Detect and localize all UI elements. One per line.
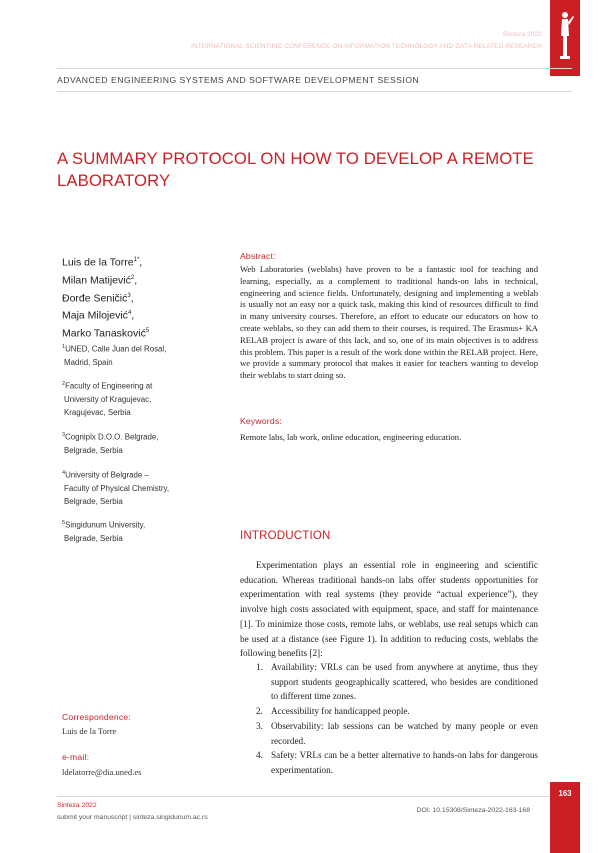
paper-title-line: A SUMMARY PROTOCOL ON HOW TO DEVELOP A REMOTE bbox=[57, 149, 534, 168]
author-item: Luis de la Torre$^{1*}$, bbox=[62, 256, 143, 269]
affiliation-1: $^1$UNED, Calle Juan del Rosal, Madrid, Spain bbox=[62, 344, 167, 367]
paper-title bbox=[57, 148, 547, 192]
introduction-paragraph: Experimentation plays an essential role in engineering and scientific education. Whereas traditional hands-on labs offer students opportunities for experimentation with real systems (they provide “actual experience”), they involve high costs associated with equipment, space, and staff for maintenance [1]. To minimize those costs, remote labs, or weblabs, use real setups which can be used at a distance (see Figure 1). In addition to reducing costs, weblabs the following benefits [2]: bbox=[240, 560, 538, 659]
list-item: 1. Availability: VRLs can be used from anywhere at anytime, thus they support students geographically scattered, who besides are conditioned to different time zones. bbox=[256, 662, 538, 702]
email-link[interactable]: ldelatorre@dia.uned.es bbox=[62, 767, 142, 777]
introduction-heading: INTRODUCTION bbox=[240, 530, 331, 542]
author-item: Đorđe Seničić$^3$, bbox=[62, 292, 134, 305]
list-item: 3. Observability: lab sessions can be watched by many people or even recorded. bbox=[256, 720, 538, 746]
page-number: 163 bbox=[558, 789, 572, 798]
footer-divider bbox=[57, 796, 572, 797]
list-item: 4. Safety: VRLs can be a better alternative to hands-on labs for dangerous experimentation. bbox=[256, 750, 538, 775]
correspondence-label: Correspondence: bbox=[62, 712, 131, 722]
affiliation-4: $^4$University of Belgrade – Faculty of Physical Chemistry, Belgrade, Serbia bbox=[62, 470, 170, 506]
correspondence-name: Luis de la Torre bbox=[62, 726, 117, 736]
abstract-text: Web Laboratories (weblabs) have proven to be a fantastic tool for teaching and learning, especially, as a complement to traditional hands-on labs in technical, engineering and science fields. Unfortunately, designing and implementing a weblab is usually not an easy nor a quick task, making this kind of resources difficult to find in many university courses. Therefore, an effort to educate our educators on how to create weblabs, so they can add them to their courses, is required. The Erasmus+ KA RELAB project is aware of this lack, and so, one of its main objectives is to address this problem. This paper is a result of the work done within the RELAB project. Here, we provide a summary protocol that makes it easier for teachers wanting to develop their weblabs to start doing so. bbox=[240, 264, 538, 381]
sinteza-logo-icon bbox=[555, 6, 575, 68]
session-title: ADVANCED ENGINEERING SYSTEMS AND SOFTWARE DEVELOPMENT SESSION bbox=[57, 75, 420, 85]
benefits-list bbox=[240, 660, 538, 778]
paper-title-line: LABORATORY bbox=[57, 171, 171, 190]
keywords-label: Keywords: bbox=[240, 416, 282, 426]
affiliation-5: $^5$Singidunum University, Belgrade, Serbia bbox=[62, 520, 146, 543]
affiliation-2: $^2$Faculty of Engineering at University of Kragujevac, Kragujevac, Serbia bbox=[62, 381, 153, 417]
footer-doi[interactable]: DOI: 10.15308/Sinteza-2022-163-168 bbox=[416, 807, 530, 814]
header-divider bbox=[57, 68, 572, 69]
author-item: Milan Matijević$^2$, bbox=[62, 274, 138, 287]
conference-header-name: INTERNATIONAL SCIENTIFIC CONFERENCE ON INFORMATION TECHNOLOGY AND DATA RELATED RESEARCH bbox=[191, 43, 542, 50]
email-label: e-mail: bbox=[62, 752, 90, 762]
list-item: 2. Accessibility for handicapped people. bbox=[256, 706, 410, 717]
author-item: Maja Milojević$^4$, bbox=[62, 309, 135, 322]
journal-header-name: Sinteza 2022 bbox=[502, 31, 542, 38]
author-list bbox=[62, 253, 149, 342]
footer-submit-link[interactable]: submit your manuscript | sinteza.singidunum.ac.rs bbox=[57, 814, 208, 821]
footer-journal: Sinteza 2022 bbox=[57, 802, 97, 809]
session-divider bbox=[57, 91, 572, 92]
author-item: Marko Tanasković$^5$ bbox=[62, 327, 150, 340]
affiliation-3: $^3$Cogniplx D.O.O. Belgrade, Belgrade, Serbia bbox=[62, 432, 159, 455]
abstract-label: Abstract: bbox=[240, 251, 276, 261]
keywords-text: Remote labs, lab work, online education, engineering education. bbox=[240, 432, 462, 442]
